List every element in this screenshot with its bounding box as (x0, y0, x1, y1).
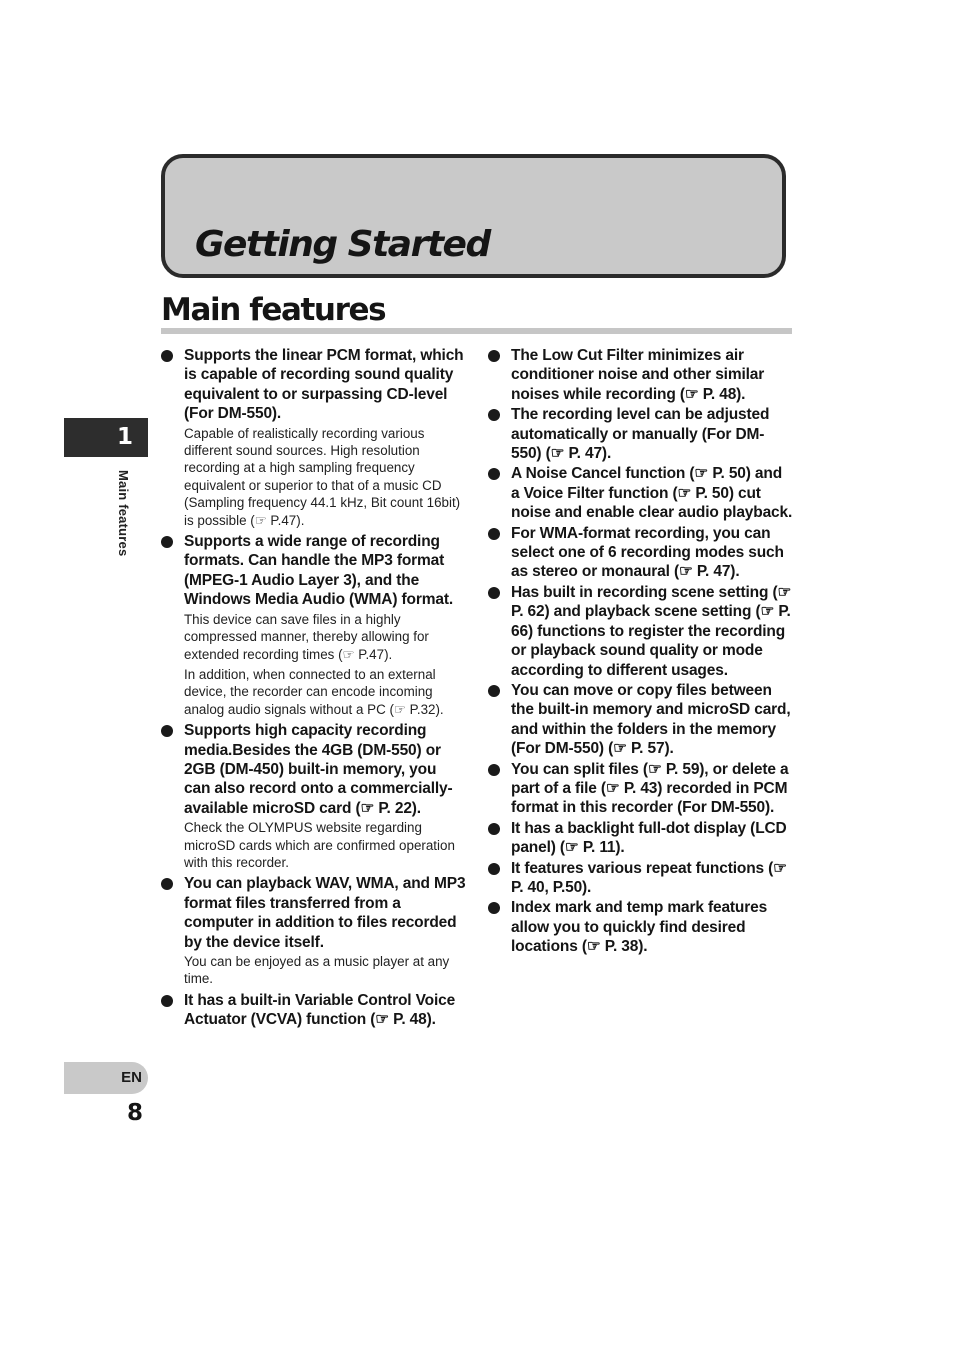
page-number: 8 (127, 1100, 144, 1126)
feature-description: Capable of realistically recording various different sound sources. High resolution recording at a high sampling frequency equivalent or superior to that of a music CD (Sampling frequency 44.1 kHz, Bit count 16bit) is possible (☞ P.47). (184, 425, 461, 528)
bullet-icon (488, 468, 500, 480)
bullet-icon (488, 902, 500, 914)
feature-item (488, 819, 793, 858)
chapter-header-box (161, 154, 786, 278)
chapter-title: Getting Started (195, 224, 490, 265)
bullet-icon (161, 725, 173, 737)
section-title: Main features (161, 292, 386, 328)
bullet-icon (161, 995, 173, 1007)
feature-item (488, 405, 793, 463)
feature-heading: It has a backlight full-dot display (LCD panel) (☞ P. 11). (511, 819, 787, 857)
feature-item (488, 859, 793, 898)
bullet-icon (161, 536, 173, 548)
feature-heading: The Low Cut Filter minimizes air conditioner noise and other similar noises while recording (☞ P. 48). (511, 347, 765, 403)
feature-item (161, 874, 466, 987)
feature-item (488, 524, 793, 582)
feature-item (488, 346, 793, 404)
feature-heading: For WMA-format recording, you can select one of 6 recording modes such as stereo or monaural (☞ P. 47). (511, 524, 784, 581)
section-divider (161, 328, 792, 334)
feature-item (488, 760, 793, 818)
feature-description: This device can save files in a highly compressed manner, thereby allowing for extended recording times (☞ P.47). (184, 611, 429, 662)
feature-item (161, 721, 466, 871)
feature-heading: Supports high capacity recording media.Besides the 4GB (DM-550) or 2GB (DM-450) built-in memory, you can also record onto a commercially-available microSD card (☞ P. 22). (184, 722, 453, 817)
feature-description: Check the OLYMPUS website regarding microSD cards which are confirmed operation with this recorder. (184, 820, 455, 870)
feature-item (488, 583, 793, 680)
bullet-icon (488, 863, 500, 875)
features-list-left (161, 346, 466, 1031)
side-section-label: Main features (116, 470, 131, 557)
bullet-icon (161, 878, 173, 890)
feature-heading: The recording level can be adjusted automatically or manually (For DM-550) (☞ P. 47). (511, 406, 770, 463)
bullet-icon (488, 350, 500, 362)
feature-heading: You can split files (☞ P. 59), or delete a part of a file (☞ P. 43) recorded in PCM format in this recorder (For DM-550). (511, 760, 789, 817)
bullet-icon (488, 685, 500, 697)
feature-item (161, 991, 466, 1030)
chapter-tab (64, 418, 148, 457)
bullet-icon (488, 823, 500, 835)
feature-item (161, 532, 466, 718)
feature-heading: You can playback WAV, WMA, and MP3 format files transferred from a computer in addition to files recorded by the device itself. (184, 875, 466, 951)
chapter-number: 1 (116, 424, 133, 450)
feature-heading: It features various repeat functions (☞ P. 40, P.50). (511, 859, 787, 896)
language-tab (64, 1062, 148, 1094)
feature-heading: Has built in recording scene setting (☞ P. 62) and playback scene setting (☞ P. 66) functions to register the recording or playback sound quality or mode according to different usages. (511, 583, 792, 679)
feature-item (161, 346, 466, 529)
feature-heading: A Noise Cancel function (☞ P. 50) and a Voice Filter function (☞ P. 50) cut noise and enable clear audio playback. (511, 465, 793, 522)
feature-description: You can be enjoyed as a music player at any time. (184, 954, 450, 987)
feature-item (488, 898, 793, 956)
feature-heading: Supports a wide range of recording formats. Can handle the MP3 format (MPEG-1 Audio Layer 3), and the Windows Media Audio (WMA) format. (184, 533, 454, 609)
feature-heading: Supports the linear PCM format, which is capable of recording sound quality equivalent to or surpassing CD-level (For DM-550). (184, 347, 464, 423)
bullet-icon (161, 350, 173, 362)
feature-item (488, 681, 793, 759)
feature-heading: It has a built-in Variable Control Voice Actuator (VCVA) function (☞ P. 48). (184, 991, 456, 1029)
feature-description: In addition, when connected to an external device, the recorder can encode incoming analog audio signals without a PC (☞ P.32). (184, 666, 444, 717)
feature-heading: You can move or copy files between the built-in memory and microSD card, and within the folders in the memory (For DM-550) (☞ P. 57). (511, 681, 791, 758)
language-label: EN (121, 1069, 142, 1086)
bullet-icon (488, 528, 500, 540)
bullet-icon (488, 409, 500, 421)
bullet-icon (488, 587, 500, 599)
bullet-icon (488, 764, 500, 776)
features-list-right (488, 346, 793, 958)
feature-heading: Index mark and temp mark features allow you to quickly find desired locations (☞ P. 38). (511, 899, 768, 956)
feature-item (488, 464, 793, 522)
